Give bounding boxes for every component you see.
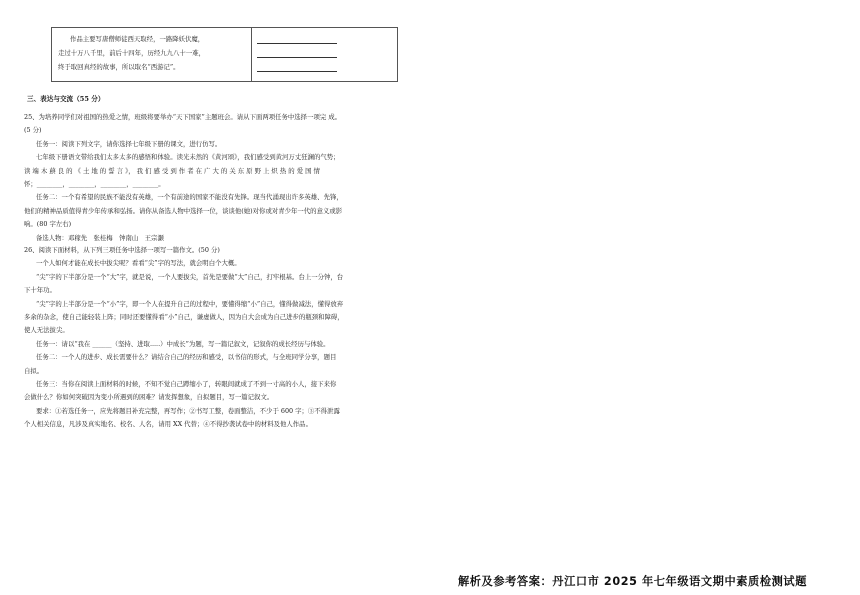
q25-line: 读 端 木 蕻 良 的 《 土 地 的 誓 言 》， 我 们 感 受 到 作 者 在 广 大 的 关 东 原 野 上 炽 热 的 爱 国 情 bbox=[24, 166, 320, 175]
q25-line: 怀；________，________，________，________。 bbox=[24, 180, 165, 189]
answer-blank bbox=[257, 57, 337, 58]
q26-line: 要求：①若选任务一，应先将题目补充完整，再写作；②书写工整，卷面整洁，不少于 600 字；③不得泄露 bbox=[36, 406, 340, 415]
table-line: 作品主要写唐僧师徒西天取经，一路降妖伏魔， bbox=[70, 35, 205, 43]
q26-line: 任务一：请以“我在 ______（坚持、进取.....）中成长”为题，写一篇记叙文，记叙你的成长经历与体验。 bbox=[36, 339, 330, 348]
q26-line: “尖”字的下半部分是一个“大”字，就是说，一个人要拔尖，首先是要做“大”自己，打牢根基。台上一分钟，台 bbox=[36, 272, 344, 281]
table-line: 终于取回真经的故事，所以取名“西游记”。 bbox=[58, 63, 180, 71]
q25-line: 25、为培养同学们对祖国的热爱之情，班级将要举办“天下国家”主题班会。请从下面两项任务中选择一项完 成。 bbox=[24, 113, 342, 121]
q26-line: “尖”字的上半部分是一个“小”字，即一个人在提升自己的过程中，要懂得缩“小”自己，懂得做减法，懂得放弃 bbox=[36, 299, 344, 308]
q26-line: 任务二：一个人的进步、成长需要什么？请结合自己的经历和感受，以书信的形式，与全班同学分享，题目 bbox=[36, 353, 337, 362]
answer-blank bbox=[257, 71, 337, 72]
q25-line: 他们的精神品质值得青少年传承和弘扬。请你从备选人物中选择一位，谈谈他(她)对你或对青少年一代的意义或影 bbox=[24, 206, 343, 215]
q25-line: 响。(80 字左右) bbox=[24, 220, 72, 229]
q26-line: 任务三：当你在阅读上面材料的时候，不知不觉自己蹲缩小了，转眼间就成了不到一寸高的小人，接下来你 bbox=[36, 380, 337, 389]
table-line: 走过十万八千里，前后十四年，历经九九八十一难， bbox=[58, 49, 205, 57]
q26-line: 26、阅读下面材料，从下列三项任务中选择一项写一篇作文。(50 分) bbox=[24, 246, 220, 254]
answer-key-title: 解析及参考答案：丹江口市 2025 年七年级语文期中素质检测试题 bbox=[457, 575, 807, 588]
section-heading: 三、表达与交流（55 分） bbox=[27, 95, 105, 103]
answer-cell bbox=[252, 28, 397, 81]
q25-line: 七年级下册语文带给我们太多太多的感悟和体验。读光未然的《黄河颂》，我们感受到黄河万丈狂澜的气势； bbox=[36, 153, 340, 162]
q26-line: 使人无法拔尖。 bbox=[24, 326, 69, 335]
q26-line: 自拟。 bbox=[24, 366, 44, 375]
work-intro-cell bbox=[52, 28, 252, 81]
q25-line: 任务一：阅读下列文字，请你选择七年级下册的课文，进行仿写。 bbox=[36, 139, 222, 148]
q25-line: (5 分) bbox=[24, 126, 42, 135]
q25-line: 任务二：一个有希望的民族不能没有英雄，一个有前途的国家不能没有先锋。现当代涌现出许多英雄、先锋， bbox=[36, 193, 343, 202]
q26-line: 个人相关信息，凡涉及真实地名、校名、人名，请用 XX 代替；④不得抄袭试卷中的材料及他人作品。 bbox=[24, 420, 312, 429]
question-26 bbox=[24, 244, 436, 432]
question-25 bbox=[24, 111, 436, 245]
q26-line: 多余的杂念，使自己能轻装上阵；同时还要懂得看“小”自己，谦虚做人，因为自大会成为自己进步的瓶颈和障碍， bbox=[24, 313, 344, 322]
answer-blank bbox=[257, 43, 337, 44]
work-intro-table bbox=[51, 27, 398, 82]
q26-line: 下十年功。 bbox=[24, 286, 56, 295]
q25-line: 备选人物：邓稼先 张桂梅 钟南山 王宗灏 bbox=[36, 233, 164, 242]
q26-line: 一个人如何才能在成长中拔尖呢？看看“尖”字的写法，就会明白个大概。 bbox=[36, 259, 241, 268]
q26-line: 会做什么？你如何突破因为变小所遇到的困难？请发挥想象，自拟题目，写一篇记叙文。 bbox=[24, 393, 274, 402]
